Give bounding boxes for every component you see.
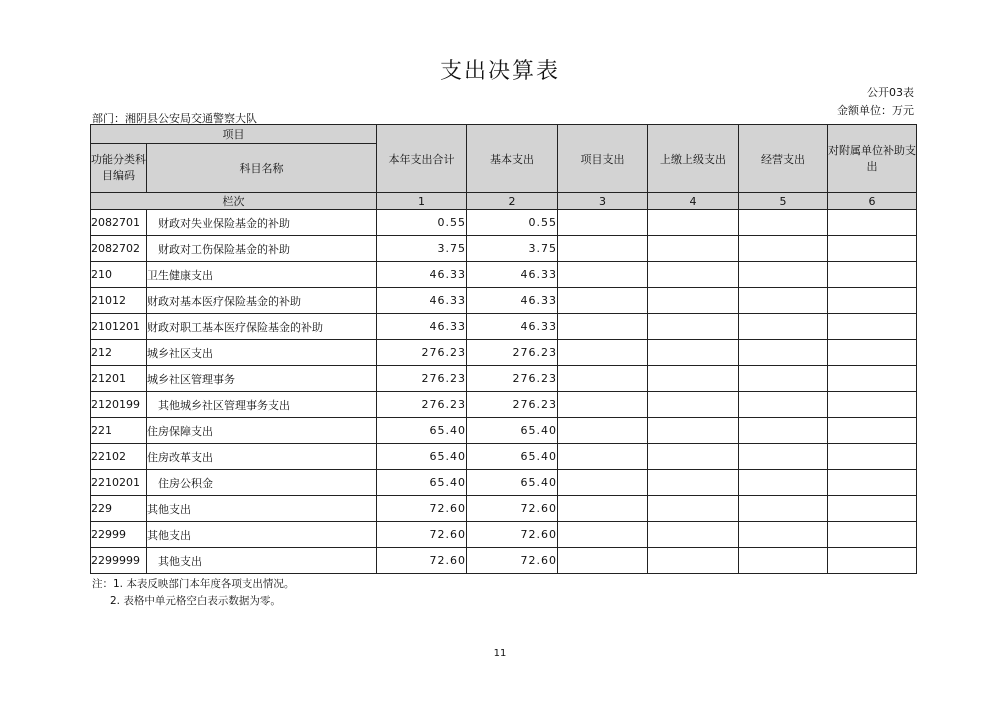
table-row bbox=[91, 236, 917, 262]
row-basic: 46.33 bbox=[467, 288, 558, 314]
row-basic: 72.60 bbox=[467, 548, 558, 574]
row-total: 72.60 bbox=[377, 496, 467, 522]
notes bbox=[92, 576, 294, 610]
row-project bbox=[558, 236, 648, 262]
table-row bbox=[91, 314, 917, 340]
page-title: 支出决算表 bbox=[439, 59, 560, 84]
row-code: 229 bbox=[91, 496, 147, 522]
row-code: 2210201 bbox=[91, 470, 147, 496]
row-basic: 276.23 bbox=[467, 366, 558, 392]
row-business bbox=[739, 470, 828, 496]
row-project bbox=[558, 548, 648, 574]
table-row bbox=[91, 392, 917, 418]
header-total: 本年支出合计 bbox=[377, 125, 467, 193]
row-project bbox=[558, 210, 648, 236]
header-project: 项目支出 bbox=[558, 125, 648, 193]
row-total: 276.23 bbox=[377, 366, 467, 392]
header-name: 科目名称 bbox=[147, 144, 377, 193]
row-code: 22102 bbox=[91, 444, 147, 470]
col-number: 3 bbox=[558, 193, 648, 210]
table-row bbox=[91, 470, 917, 496]
table-row bbox=[91, 548, 917, 574]
header-code: 功能分类科目编码 bbox=[91, 144, 147, 193]
row-business bbox=[739, 392, 828, 418]
row-code: 2082702 bbox=[91, 236, 147, 262]
row-code: 2299999 bbox=[91, 548, 147, 574]
row-upper bbox=[648, 314, 739, 340]
table-row bbox=[91, 496, 917, 522]
row-total: 46.33 bbox=[377, 288, 467, 314]
table-row bbox=[91, 210, 917, 236]
row-code: 2120199 bbox=[91, 392, 147, 418]
row-name: 财政对基本医疗保险基金的补助 bbox=[147, 288, 377, 314]
row-subsidy bbox=[828, 314, 917, 340]
row-total: 276.23 bbox=[377, 340, 467, 366]
row-code: 21201 bbox=[91, 366, 147, 392]
row-subsidy bbox=[828, 288, 917, 314]
row-business bbox=[739, 340, 828, 366]
row-code: 22999 bbox=[91, 522, 147, 548]
row-name: 财政对工伤保险基金的补助 bbox=[147, 236, 377, 262]
row-name: 其他支出 bbox=[147, 496, 377, 522]
row-project bbox=[558, 522, 648, 548]
row-total: 3.75 bbox=[377, 236, 467, 262]
col-number: 4 bbox=[648, 193, 739, 210]
row-name: 其他城乡社区管理事务支出 bbox=[147, 392, 377, 418]
row-name: 其他支出 bbox=[147, 548, 377, 574]
row-upper bbox=[648, 262, 739, 288]
row-basic: 46.33 bbox=[467, 314, 558, 340]
row-project bbox=[558, 392, 648, 418]
row-code: 221 bbox=[91, 418, 147, 444]
row-name: 财政对失业保险基金的补助 bbox=[147, 210, 377, 236]
row-name: 住房改革支出 bbox=[147, 444, 377, 470]
row-business bbox=[739, 366, 828, 392]
row-subsidy bbox=[828, 210, 917, 236]
note-1: 注：1. 本表反映部门本年度各项支出情况。 bbox=[92, 578, 295, 590]
col-number: 2 bbox=[467, 193, 558, 210]
row-project bbox=[558, 314, 648, 340]
row-subsidy bbox=[828, 262, 917, 288]
row-basic: 65.40 bbox=[467, 470, 558, 496]
row-upper bbox=[648, 392, 739, 418]
row-name: 城乡社区管理事务 bbox=[147, 366, 377, 392]
row-code: 2101201 bbox=[91, 314, 147, 340]
row-project bbox=[558, 288, 648, 314]
row-basic: 0.55 bbox=[467, 210, 558, 236]
col-number: 6 bbox=[828, 193, 917, 210]
row-upper bbox=[648, 418, 739, 444]
row-code: 212 bbox=[91, 340, 147, 366]
row-basic: 65.40 bbox=[467, 444, 558, 470]
header-business: 经营支出 bbox=[739, 125, 828, 193]
row-name: 城乡社区支出 bbox=[147, 340, 377, 366]
header-column-label: 栏次 bbox=[91, 193, 377, 210]
row-upper bbox=[648, 522, 739, 548]
table-row bbox=[91, 366, 917, 392]
row-project bbox=[558, 262, 648, 288]
row-project bbox=[558, 340, 648, 366]
row-subsidy bbox=[828, 236, 917, 262]
note-2: 2. 表格中单元格空白表示数据为零。 bbox=[110, 595, 281, 607]
row-total: 72.60 bbox=[377, 522, 467, 548]
row-business bbox=[739, 262, 828, 288]
row-upper bbox=[648, 444, 739, 470]
table-row bbox=[91, 262, 917, 288]
row-upper bbox=[648, 236, 739, 262]
row-business bbox=[739, 236, 828, 262]
row-subsidy bbox=[828, 444, 917, 470]
row-subsidy bbox=[828, 340, 917, 366]
table-row bbox=[91, 444, 917, 470]
row-name: 住房保障支出 bbox=[147, 418, 377, 444]
row-upper bbox=[648, 340, 739, 366]
row-subsidy bbox=[828, 522, 917, 548]
header-item: 项目 bbox=[91, 125, 377, 144]
row-name: 财政对职工基本医疗保险基金的补助 bbox=[147, 314, 377, 340]
row-code: 21012 bbox=[91, 288, 147, 314]
row-subsidy bbox=[828, 392, 917, 418]
header-upper: 上缴上级支出 bbox=[648, 125, 739, 193]
col-number: 1 bbox=[377, 193, 467, 210]
row-code: 210 bbox=[91, 262, 147, 288]
row-business bbox=[739, 496, 828, 522]
row-total: 46.33 bbox=[377, 314, 467, 340]
row-upper bbox=[648, 496, 739, 522]
row-upper bbox=[648, 470, 739, 496]
row-upper bbox=[648, 366, 739, 392]
row-total: 46.33 bbox=[377, 262, 467, 288]
row-subsidy bbox=[828, 470, 917, 496]
col-number: 5 bbox=[739, 193, 828, 210]
row-project bbox=[558, 470, 648, 496]
row-total: 65.40 bbox=[377, 418, 467, 444]
header-basic: 基本支出 bbox=[467, 125, 558, 193]
expenditure-table bbox=[90, 124, 917, 574]
row-business bbox=[739, 418, 828, 444]
row-name: 住房公积金 bbox=[147, 470, 377, 496]
row-business bbox=[739, 444, 828, 470]
header-subsidy: 对附属单位补助支出 bbox=[828, 125, 917, 193]
row-basic: 46.33 bbox=[467, 262, 558, 288]
row-upper bbox=[648, 548, 739, 574]
table-row bbox=[91, 288, 917, 314]
row-subsidy bbox=[828, 496, 917, 522]
row-name: 其他支出 bbox=[147, 522, 377, 548]
row-code: 2082701 bbox=[91, 210, 147, 236]
row-project bbox=[558, 444, 648, 470]
row-project bbox=[558, 366, 648, 392]
row-upper bbox=[648, 288, 739, 314]
table-row bbox=[91, 522, 917, 548]
row-basic: 3.75 bbox=[467, 236, 558, 262]
row-basic: 65.40 bbox=[467, 418, 558, 444]
row-total: 65.40 bbox=[377, 444, 467, 470]
row-project bbox=[558, 496, 648, 522]
row-upper bbox=[648, 210, 739, 236]
row-project bbox=[558, 418, 648, 444]
row-total: 0.55 bbox=[377, 210, 467, 236]
row-subsidy bbox=[828, 548, 917, 574]
row-business bbox=[739, 210, 828, 236]
department-label: 部门：湘阴县公安局交通警察大队 bbox=[92, 112, 257, 125]
table-row bbox=[91, 340, 917, 366]
row-subsidy bbox=[828, 366, 917, 392]
row-basic: 72.60 bbox=[467, 522, 558, 548]
row-basic: 276.23 bbox=[467, 340, 558, 366]
row-total: 65.40 bbox=[377, 470, 467, 496]
row-basic: 276.23 bbox=[467, 392, 558, 418]
row-subsidy bbox=[828, 418, 917, 444]
form-number: 公开03表 bbox=[867, 86, 914, 99]
row-business bbox=[739, 548, 828, 574]
row-total: 276.23 bbox=[377, 392, 467, 418]
page-number: 11 bbox=[493, 648, 507, 659]
row-business bbox=[739, 522, 828, 548]
table-row bbox=[91, 418, 917, 444]
row-business bbox=[739, 314, 828, 340]
unit-label: 金额单位：万元 bbox=[837, 104, 914, 117]
row-basic: 72.60 bbox=[467, 496, 558, 522]
row-business bbox=[739, 288, 828, 314]
row-name: 卫生健康支出 bbox=[147, 262, 377, 288]
row-total: 72.60 bbox=[377, 548, 467, 574]
